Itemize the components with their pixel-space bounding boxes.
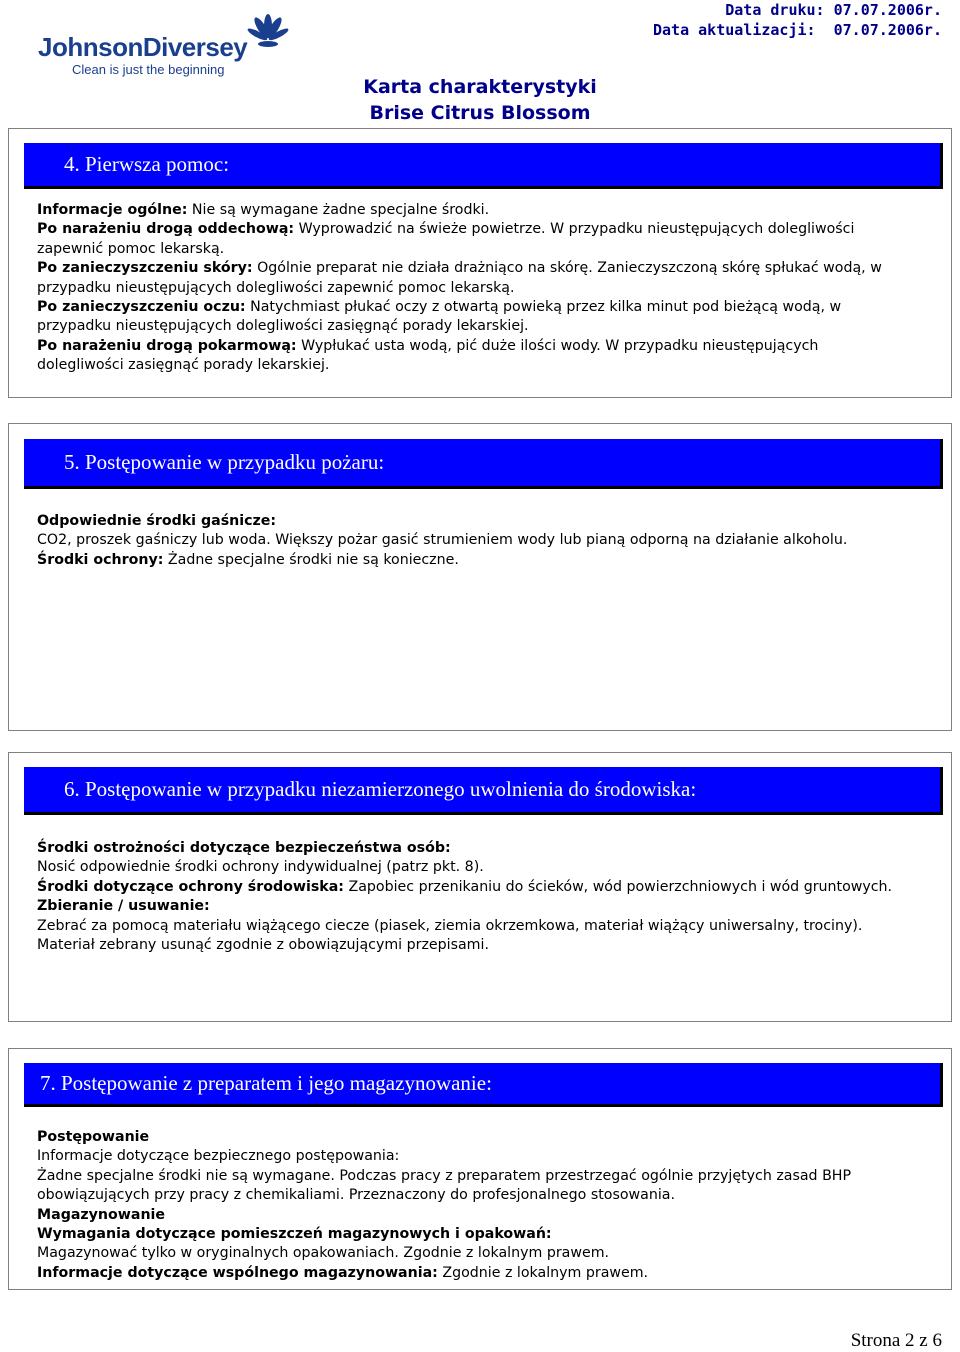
storage-requirements-label: Wymagania dotyczące pomieszczeń magazynowych i opakowań: — [37, 1226, 552, 1243]
logo-wordmark: JohnsonDiversey — [38, 32, 248, 62]
update-date-label: Data aktualizacji: — [653, 21, 816, 39]
handling-text: Żadne specjalne środki nie są wymagane. Podczas pracy z preparatem przestrzegać ogólnie przyjętych zasad BHP obowiązujących przy pracy z chemikaliami. Przeznaczony do profesjonalnego stosowania. — [37, 1167, 852, 1204]
company-logo — [30, 10, 290, 80]
page-number: Strona 2 z 6 — [850, 1330, 942, 1351]
print-date: 07.07.2006r. — [833, 1, 942, 19]
personal-precautions-label: Środki ostrożności dotyczące bezpieczeństwa osób: — [37, 840, 451, 856]
product-name: Brise Citrus Blossom — [369, 102, 591, 124]
joint-storage-info: Informacje dotyczące wspólnego magazynowania: Zgodnie z lokalnym prawem. — [37, 1264, 649, 1281]
handling-label: Postępowanie — [37, 1129, 150, 1145]
logo-tagline: Clean is just the beginning — [72, 62, 225, 77]
lotus-flower-icon — [244, 12, 292, 56]
storage-label: Magazynowanie — [37, 1206, 166, 1223]
personal-precautions-text: Nosić odpowiednie środki ochrony indywidualnej (patrz pkt. 8). — [37, 859, 484, 876]
ingestion-info: Po narażeniu drogą pokarmową: Wypłukać usta wodą, pić duże ilości wody. W przypadku nieustępujących dolegliwości zasięgnąć porady lekarskiej. — [37, 337, 819, 374]
section-5-content — [37, 512, 900, 570]
section-7-content — [37, 1128, 900, 1283]
cleanup-text: Zebrać za pomocą materiału wiążącego ciecze (piasek, ziemia okrzemkowa, materiał wiążący uniwersalny, trociny). Materiał zebrany usunąć zgodnie z obowiązującymi przepisami. — [37, 917, 863, 954]
handling-subheading: Informacje dotyczące bezpiecznego postępowania: — [37, 1148, 400, 1165]
section-4-content — [37, 201, 900, 376]
section-5-title: 5. Postępowanie w przypadku pożaru: — [24, 439, 943, 489]
protection-info: Środki ochrony: Żadne specjalne środki nie są konieczne. — [37, 551, 459, 568]
sheet-title: Karta charakterystyki — [363, 76, 597, 98]
document-title — [300, 74, 660, 126]
eye-info: Po zanieczyszczeniu oczu: Natychmiast płukać oczy z otwartą powieką przez kilka minut pod bieżącą wodą, w przypadku nieustępujących dolegliwości zasięgnąć porady lekarskiej. — [37, 299, 842, 335]
update-date: 07.07.2006r. — [833, 21, 942, 39]
section-6-content — [37, 839, 900, 955]
environmental-precautions: Środki dotyczące ochrony środowiska: Zapobiec przenikaniu do ścieków, wód powierzchniowych i wód gruntowych. — [37, 878, 893, 895]
extinguishing-media-text: CO2, proszek gaśniczy lub woda. Większy pożar gasić strumieniem wody lub pianą odporną na działanie alkoholu. — [37, 532, 848, 549]
section-6-title: 6. Postępowanie w przypadku niezamierzonego uwolnienia do środowiska: — [24, 767, 943, 815]
print-info — [653, 0, 942, 40]
section-7-title: 7. Postępowanie z preparatem i jego magazynowanie: — [24, 1063, 943, 1107]
storage-requirements-text: Magazynować tylko w oryginalnych opakowaniach. Zgodnie z lokalnym prawem. — [37, 1245, 610, 1262]
inhalation-info: Po narażeniu drogą oddechową: Wyprowadzić na świeże powietrze. W przypadku nieustępujących dolegliwości zapewnić pomoc lekarską. — [37, 221, 855, 257]
section-4-title: 4. Pierwsza pomoc: — [24, 143, 943, 189]
skin-info: Po zanieczyszczeniu skóry: Ogólnie preparat nie działa drażniąco na skórę. Zanieczyszczoną skórę spłukać wodą, w przypadku nieustępujących dolegliwości zapewnić pomoc lekarską. — [37, 260, 882, 296]
extinguishing-media-label: Odpowiednie środki gaśnicze: — [37, 513, 277, 529]
general-info: Informacje ogólne: Nie są wymagane żadne specjalne środki. — [37, 202, 490, 218]
print-date-label: Data druku: — [725, 1, 825, 19]
cleanup-label: Zbieranie / usuwanie: — [37, 898, 210, 915]
